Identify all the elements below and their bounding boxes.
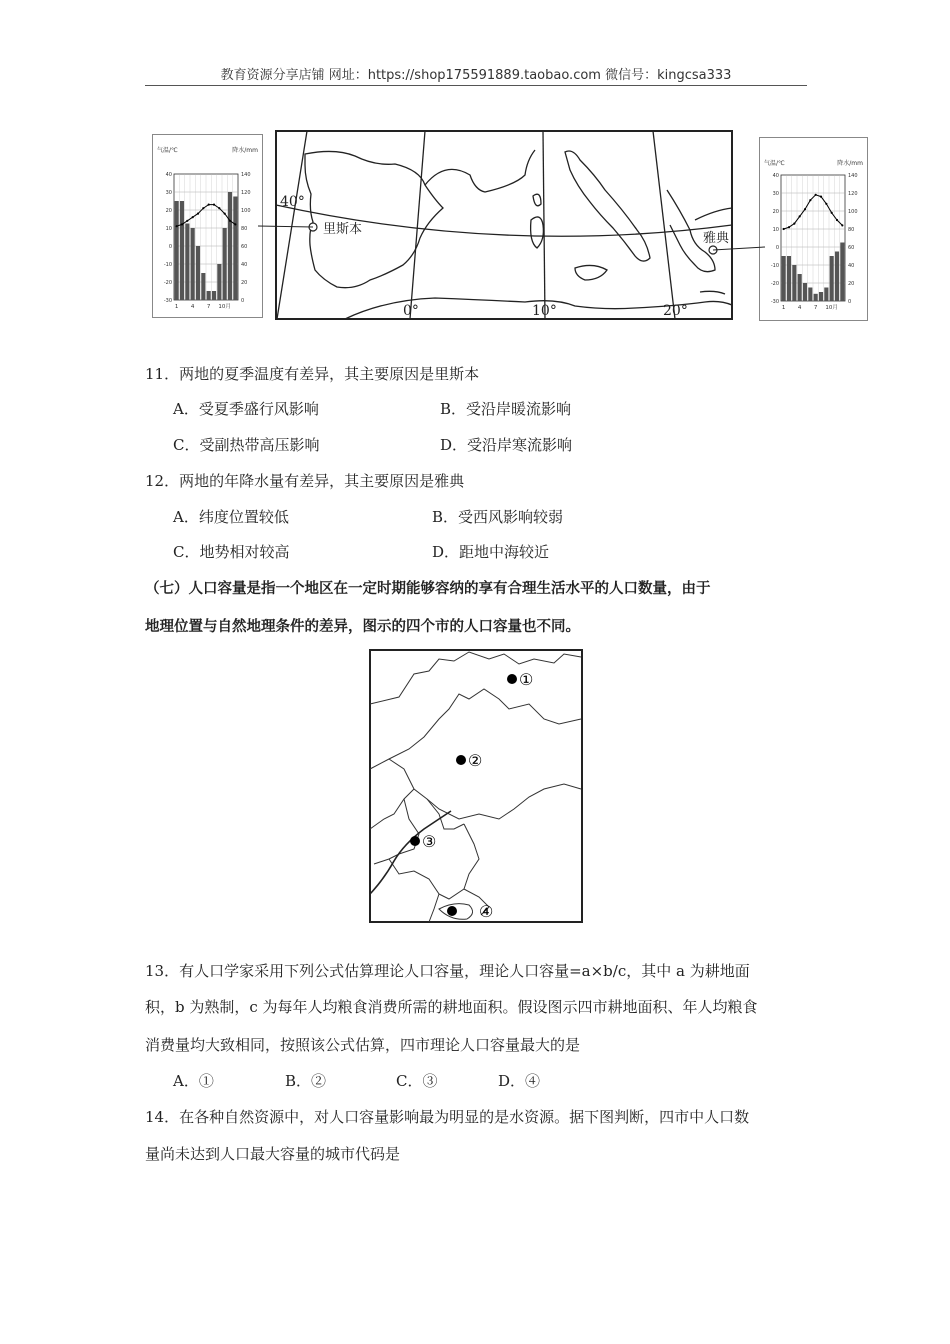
section7-intro-line2: 地理位置与自然地理条件的差异，图示的四个市的人口容量也不同。 bbox=[145, 618, 580, 635]
precip-tick-label: 120 bbox=[241, 190, 251, 196]
city-label-4: ④ bbox=[479, 902, 494, 921]
city-label-2: ② bbox=[468, 751, 483, 770]
leader-lines bbox=[0, 0, 950, 340]
precip-unit-label: 降水/mm bbox=[837, 160, 863, 167]
month-tick-label: 7 bbox=[813, 305, 818, 311]
longitude-label-20: 20° bbox=[663, 303, 688, 319]
temp-tick-label: -30 bbox=[770, 299, 779, 305]
q13-option-d[interactable]: D．④ bbox=[498, 1072, 541, 1090]
temp-tick-label: 40 bbox=[772, 173, 779, 179]
q13-stem-line2: 积，b 为熟制，c 为每年人均粮食消费所需的耕地面积。假设图示四市耕地面积、年人均粮食 bbox=[145, 998, 758, 1016]
month-tick-label: 7 bbox=[206, 304, 211, 310]
q14-stem-line1: 14．在各种自然资源中，对人口容量影响最为明显的是水资源。据下图判断，四市中人口数 bbox=[145, 1108, 750, 1126]
month-tick-label: 1 bbox=[174, 304, 179, 310]
precip-tick-label: 140 bbox=[241, 172, 251, 178]
precip-tick-label: 100 bbox=[848, 209, 858, 215]
precip-tick-label: 100 bbox=[241, 208, 251, 214]
longitude-label-10: 10° bbox=[532, 303, 557, 319]
q11-option-b[interactable]: B．受沿岸暖流影响 bbox=[440, 400, 572, 418]
city-marker-3 bbox=[410, 836, 420, 846]
temp-tick-label: -10 bbox=[770, 263, 779, 269]
temp-tick-label: 0 bbox=[168, 244, 172, 250]
precip-tick-label: 120 bbox=[848, 191, 858, 197]
precip-tick-label: 80 bbox=[848, 227, 855, 233]
four-cities-map bbox=[369, 649, 583, 923]
q11-option-a[interactable]: A．受夏季盛行风影响 bbox=[173, 400, 319, 418]
q14-stem-line2: 量尚未达到人口最大容量的城市代码是 bbox=[145, 1145, 401, 1163]
precip-tick-label: 40 bbox=[848, 263, 855, 269]
q11-option-c[interactable]: C．受副热带高压影响 bbox=[173, 436, 320, 454]
temp-tick-label: -20 bbox=[770, 281, 779, 287]
city-label-1: ① bbox=[519, 670, 534, 689]
q12-option-c[interactable]: C．地势相对较高 bbox=[173, 543, 290, 561]
q13-stem-line3: 消费量均大致相同，按照该公式估算，四市理论人口容量最大的是 bbox=[145, 1036, 581, 1054]
q12-option-d[interactable]: D．距地中海较近 bbox=[432, 543, 550, 561]
temp-unit-label: 气温/℃ bbox=[157, 147, 178, 154]
temp-tick-label: 40 bbox=[165, 172, 172, 178]
precip-tick-label: 20 bbox=[241, 280, 248, 286]
precip-tick-label: 0 bbox=[848, 299, 852, 305]
precip-tick-label: 60 bbox=[848, 245, 855, 251]
temp-tick-label: -30 bbox=[163, 298, 172, 304]
q12-stem: 12．两地的年降水量有差异，其主要原因是雅典 bbox=[145, 472, 465, 490]
city-label-3: ③ bbox=[422, 832, 437, 851]
month-tick-label: 4 bbox=[190, 304, 195, 310]
q13-option-c[interactable]: C．③ bbox=[396, 1072, 438, 1090]
temp-tick-label: -20 bbox=[163, 280, 172, 286]
q11-stem: 11．两地的夏季温度有差异，其主要原因是里斯本 bbox=[145, 365, 480, 383]
temp-tick-label: 0 bbox=[775, 245, 779, 251]
temp-tick-label: 20 bbox=[772, 209, 779, 215]
temp-tick-label: 10 bbox=[165, 226, 172, 232]
precip-tick-label: 0 bbox=[241, 298, 245, 304]
precip-tick-label: 80 bbox=[241, 226, 248, 232]
q13-option-a[interactable]: A．① bbox=[173, 1072, 214, 1090]
precip-tick-label: 20 bbox=[848, 281, 855, 287]
month-tick-label: 1 bbox=[781, 305, 786, 311]
athens-label: 雅典 bbox=[703, 231, 730, 246]
longitude-label-0: 0° bbox=[403, 303, 419, 319]
temp-tick-label: 30 bbox=[165, 190, 172, 196]
q12-option-b[interactable]: B．受西风影响较弱 bbox=[432, 508, 564, 526]
q13-option-b[interactable]: B．② bbox=[285, 1072, 327, 1090]
month-tick-label: 10月 bbox=[218, 304, 231, 310]
precip-tick-label: 140 bbox=[848, 173, 858, 179]
city-marker-4 bbox=[447, 906, 457, 916]
month-tick-label: 10月 bbox=[825, 305, 838, 311]
month-tick-label: 4 bbox=[797, 305, 802, 311]
temp-tick-label: -10 bbox=[163, 262, 172, 268]
q11-option-d[interactable]: D．受沿岸寒流影响 bbox=[440, 436, 573, 454]
q12-option-a[interactable]: A．纬度位置较低 bbox=[173, 508, 289, 526]
city-marker-2 bbox=[456, 755, 466, 765]
temp-tick-label: 30 bbox=[772, 191, 779, 197]
q13-stem-line1: 13．有人口学家采用下列公式估算理论人口容量，理论人口容量=a×b/c，其中 a 为耕地面 bbox=[145, 962, 750, 980]
city-marker-1 bbox=[507, 674, 517, 684]
temp-tick-label: 10 bbox=[772, 227, 779, 233]
precip-tick-label: 40 bbox=[241, 262, 248, 268]
latitude-label: 40° bbox=[280, 194, 305, 210]
page-header: 教育资源分享店铺 网址：https://shop175591889.taobao.com 微信号：kingcsa333 bbox=[220, 68, 732, 83]
precip-unit-label: 降水/mm bbox=[232, 147, 258, 154]
temp-tick-label: 20 bbox=[165, 208, 172, 214]
lisbon-label: 里斯本 bbox=[323, 222, 363, 237]
precip-tick-label: 60 bbox=[241, 244, 248, 250]
section7-intro-line1: （七）人口容量是指一个地区在一定时期能够容纳的享有合理生活水平的人口数量，由于 bbox=[145, 580, 711, 597]
temp-unit-label: 气温/℃ bbox=[764, 160, 785, 167]
